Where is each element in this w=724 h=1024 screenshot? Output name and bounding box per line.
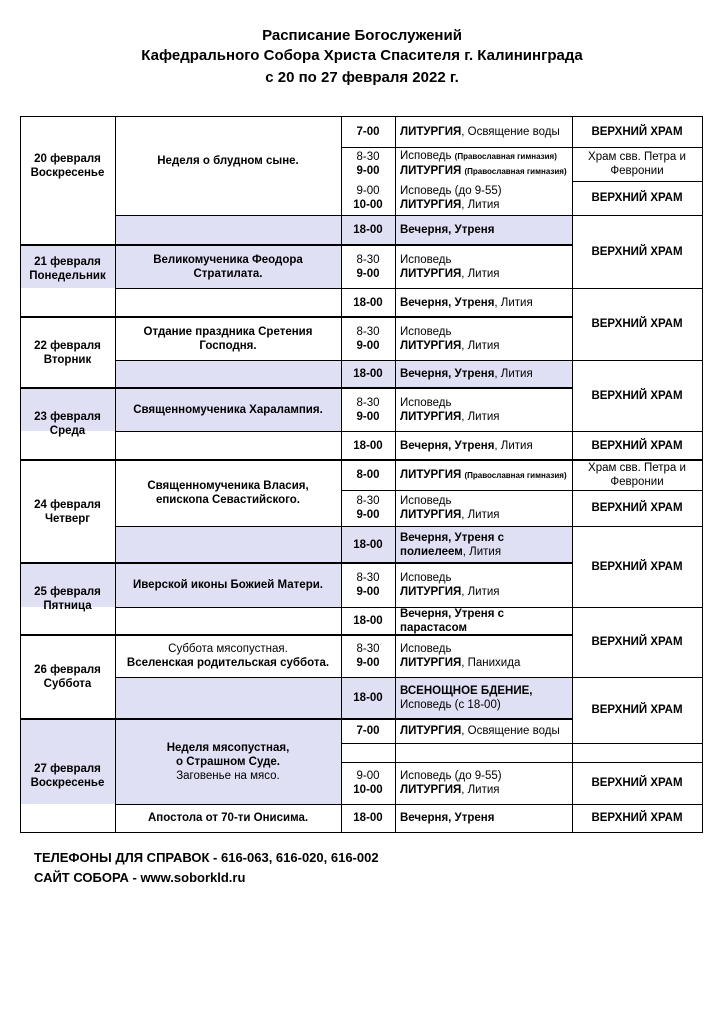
time-cell: 18-00 <box>353 538 383 551</box>
location-cell: ВЕРХНИЙ ХРАМ <box>591 704 683 716</box>
row-divider <box>115 431 702 432</box>
service-cell: Исповедь ЛИТУРГИЯ, Лития <box>400 253 500 280</box>
time-cell: 7-00 <box>356 126 380 138</box>
service-cell: ЛИТУРГИЯ (Православная гимназия) <box>400 468 567 481</box>
time-cell: 8-30 9-00 <box>356 572 380 598</box>
location-cell: ВЕРХНИЙ ХРАМ <box>591 245 683 258</box>
page-subtitle: Кафедрального Собора Христа Спасителя г. Калининграда <box>141 47 583 64</box>
day-divider <box>20 387 572 389</box>
time-cell: 8-30 9-00 <box>356 495 380 521</box>
column-divider <box>395 116 396 833</box>
phones-line: ТЕЛЕФОНЫ ДЛЯ СПРАВОК - 616-063, 616-020, 616-002 <box>34 850 379 865</box>
row-divider <box>572 181 702 182</box>
time-cell: 9-00 10-00 <box>353 770 383 796</box>
service-cell: Вечерня, Утреня <box>400 812 495 824</box>
feast-22: Отдание праздника Сретения Господня. <box>143 325 313 352</box>
service-cell: Вечерня, Утреня <box>400 224 495 236</box>
row-divider <box>115 526 702 527</box>
date-label: 26 февраля <box>34 664 101 676</box>
service-cell: Исповедь ЛИТУРГИЯ, Лития <box>400 396 500 423</box>
row-divider <box>341 490 702 491</box>
service-cell: Вечерня, Утреня с полиелеем, Лития <box>400 531 505 558</box>
location-cell: ВЕРХНИЙ ХРАМ <box>591 636 683 648</box>
service-cell: Вечерня, Утреня с парастасом <box>400 608 505 634</box>
service-cell: Вечерня, Утреня, Лития <box>400 368 533 380</box>
weekday-label: Суббота <box>43 678 92 690</box>
time-cell: 8-30 9-00 <box>356 253 380 280</box>
row-divider <box>115 804 702 805</box>
service-cell: Исповедь ЛИТУРГИЯ, Лития <box>400 325 500 352</box>
service-cell: Исповедь ЛИТУРГИЯ, Панихида <box>400 643 521 669</box>
weekday-label: Понедельник <box>29 269 106 282</box>
row-divider <box>341 762 702 763</box>
row-divider <box>115 215 702 216</box>
row-divider <box>341 147 702 148</box>
day-divider <box>20 316 572 318</box>
feast-27: Неделя мясопустная, о Страшном Суде. Заговенье на мясо. <box>166 741 290 782</box>
time-cell: 8-30 9-00 <box>356 643 380 669</box>
feast-27-apostle: Апостола от 70-ти Онисима. <box>147 812 309 824</box>
row-divider <box>115 607 702 608</box>
column-divider <box>115 116 116 833</box>
date-label: 23 февраля <box>34 411 101 423</box>
service-cell: Исповедь ЛИТУРГИЯ, Лития <box>400 495 500 521</box>
feast-20: Неделя о блудном сыне. <box>157 155 299 167</box>
day-divider <box>20 634 572 636</box>
time-cell: 18-00 <box>353 812 383 824</box>
day-24 <box>20 460 115 563</box>
day-25 <box>20 563 115 635</box>
column-divider <box>572 116 573 833</box>
time-cell: 18-00 <box>353 615 383 627</box>
page-date-range: с 20 по 27 февраля 2022 г. <box>265 69 459 86</box>
row-divider <box>341 743 702 744</box>
weekday-label: Пятница <box>43 600 92 612</box>
location-cell: ВЕРХНИЙ ХРАМ <box>591 812 683 824</box>
row-divider <box>115 677 702 678</box>
service-cell: Вечерня, Утреня, Лития <box>400 296 533 309</box>
service-cell: Вечерня, Утреня, Лития <box>400 439 533 452</box>
website-line: САЙТ СОБОРА - www.soborkld.ru <box>34 870 246 885</box>
location-cell: Храм свв. Петра и Февронии <box>588 462 686 488</box>
table-border-left <box>20 116 21 833</box>
service-cell: Исповедь (до 9-55) ЛИТУРГИЯ, Лития <box>400 770 502 796</box>
time-cell: 18-00 <box>353 692 383 704</box>
feast-26: Суббота мясопустная. Вселенская родительская суббота. <box>126 643 330 669</box>
location-cell: ВЕРХНИЙ ХРАМ <box>591 560 683 573</box>
table-border-top <box>20 116 702 117</box>
row-divider <box>115 288 702 289</box>
day-23 <box>20 388 115 460</box>
weekday-label: Воскресенье <box>30 167 105 179</box>
page-title: Расписание Богослужений <box>262 27 462 44</box>
row-divider <box>115 360 702 361</box>
location-cell: ВЕРХНИЙ ХРАМ <box>591 777 683 789</box>
time-cell: 8-00 <box>356 469 380 481</box>
time-cell: 18-00 <box>353 439 383 452</box>
feast-25: Иверской иконы Божией Матери. <box>132 579 323 591</box>
day-divider <box>20 562 572 564</box>
day-divider <box>20 718 572 720</box>
location-cell: ВЕРХНИЙ ХРАМ <box>591 389 683 402</box>
location-cell: ВЕРХНИЙ ХРАМ <box>591 192 683 204</box>
location-cell: ВЕРХНИЙ ХРАМ <box>591 126 683 138</box>
weekday-label: Среда <box>49 425 86 437</box>
feast-23: Священномученика Харалампия. <box>133 403 323 416</box>
service-cell: ВСЕНОЩНОЕ БДЕНИЕ, Исповедь (с 18-00) <box>400 685 533 711</box>
date-label: 22 февраля <box>34 339 101 352</box>
day-divider <box>20 459 702 461</box>
location-cell: Храм свв. Петра и Февронии <box>588 151 686 177</box>
table-border-right <box>702 116 703 833</box>
weekday-label: Воскресенье <box>30 776 105 789</box>
day-26 <box>20 635 115 719</box>
weekday-label: Вторник <box>43 353 92 366</box>
date-label: 25 февраля <box>34 586 101 598</box>
service-cell: Исповедь (до 9-55) ЛИТУРГИЯ, Лития <box>400 185 502 211</box>
time-cell: 7-00 <box>356 725 380 737</box>
location-cell: ВЕРХНИЙ ХРАМ <box>591 439 683 452</box>
time-cell: 8-30 9-00 <box>356 151 380 177</box>
service-cell: ЛИТУРГИЯ, Освящение воды <box>400 725 560 737</box>
feast-24: Священномученика Власия, епископа Севастийского. <box>147 480 309 506</box>
time-cell: 8-30 9-00 <box>356 325 380 352</box>
day-22 <box>20 317 115 388</box>
date-label: 21 февраля <box>34 255 101 268</box>
location-cell: ВЕРХНИЙ ХРАМ <box>591 502 683 514</box>
location-cell: ВЕРХНИЙ ХРАМ <box>591 318 683 330</box>
date-label: 27 февраля <box>34 762 101 775</box>
feast-21: Великомученика Феодора Стратилата. <box>153 253 303 280</box>
day-27 <box>20 719 115 832</box>
date-label: 24 февраля <box>34 498 101 511</box>
time-cell: 8-30 9-00 <box>356 396 380 423</box>
day-21 <box>20 245 115 288</box>
time-cell: 18-00 <box>353 368 383 380</box>
evening-band <box>115 215 341 245</box>
service-cell: ЛИТУРГИЯ, Освящение воды <box>400 126 560 138</box>
table-border-bottom <box>20 832 702 833</box>
service-cell: Исповедь (Православная гимназия) ЛИТУРГИЯ (Православная гимназия) <box>400 150 567 177</box>
day-20 <box>20 117 115 215</box>
day-divider <box>20 244 572 246</box>
column-divider <box>341 116 342 833</box>
time-cell: 18-00 <box>353 224 383 236</box>
weekday-label: Четверг <box>44 512 91 525</box>
time-cell: 18-00 <box>353 296 383 309</box>
date-label: 20 февраля <box>34 153 101 165</box>
time-cell: 9-00 10-00 <box>353 185 383 211</box>
service-cell: Исповедь ЛИТУРГИЯ, Лития <box>400 572 500 598</box>
